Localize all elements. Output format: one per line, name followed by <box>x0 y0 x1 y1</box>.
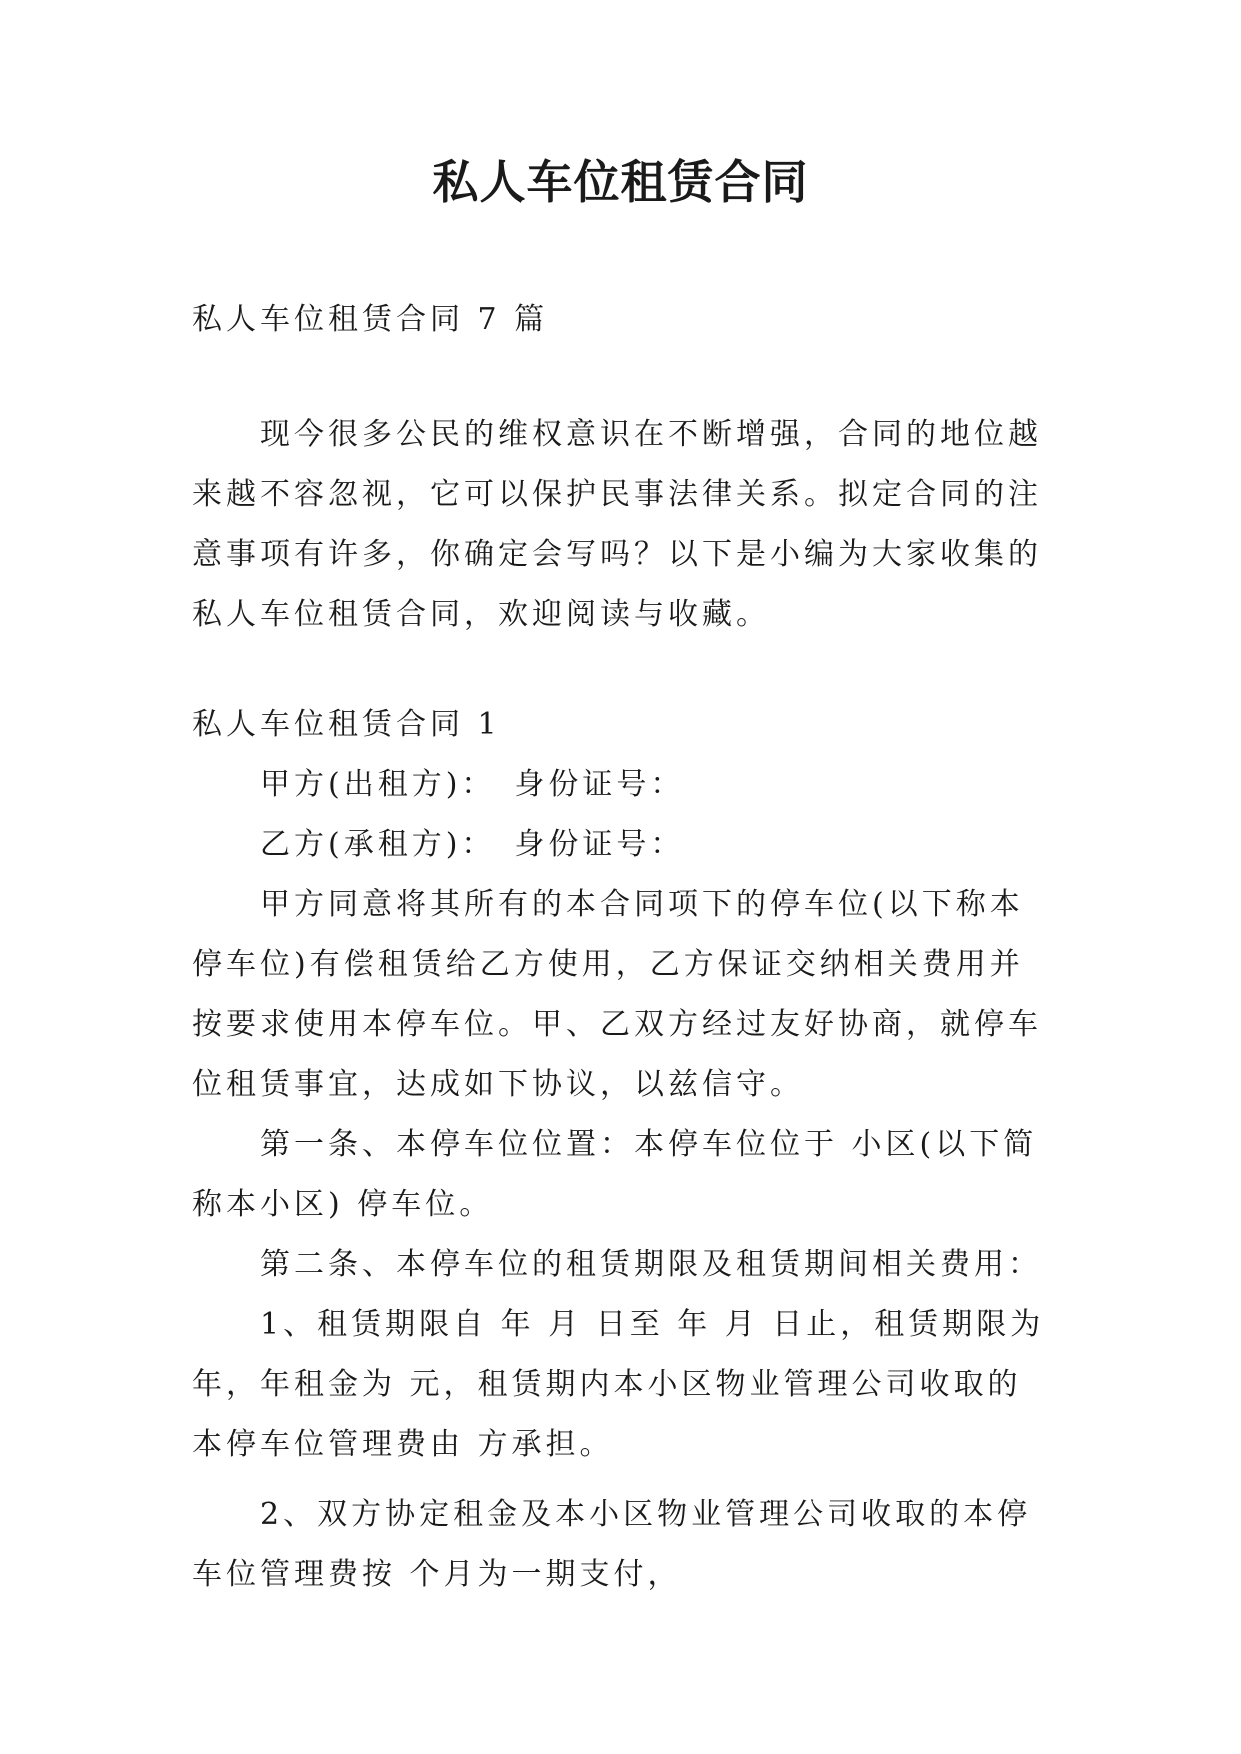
intro-paragraph: 现今很多公民的维权意识在不断增强，合同的地位越来越不容忽视，它可以保护民事法律关系。拟定合同的注意事项有许多，你确定会写吗？以下是小编为大家收集的私人车位租赁合同，欢迎阅读与收藏。 <box>192 417 1042 632</box>
party-a-line: 甲方(出租方)： 身份证号： <box>260 767 685 802</box>
clause-2-paragraph: 2、双方协定租金及本小区物业管理公司收取的本停车位管理费按 个月为一期支付， <box>192 1497 1032 1592</box>
contract-section <box>192 695 1052 1605</box>
document-subtitle: 私人车位租赁合同 7 篇 <box>192 302 549 337</box>
clause-1-paragraph: 1、租赁期限自 年 月 日至 年 月 日止，租赁期限为 年，年租金为 元，租赁期内本小区物业管理公司收取的本停车位管理费由 方承担。 <box>192 1307 1045 1462</box>
article-2-paragraph: 第二条、本停车位的租赁期限及租赁期间相关费用： <box>260 1247 1042 1282</box>
document-title: 私人车位租赁合同 <box>432 155 809 209</box>
party-b-line: 乙方(承租方)： 身份证号： <box>260 827 685 862</box>
article-1-paragraph: 第一条、本停车位位置：本停车位位于 小区(以下简称本小区) 停车位。 <box>192 1127 1038 1222</box>
contract-heading: 私人车位租赁合同 1 <box>192 707 501 742</box>
intro-section <box>192 405 1052 645</box>
agreement-paragraph: 甲方同意将其所有的本合同项下的停车位(以下称本停车位)有偿租赁给乙方使用，乙方保证交纳相关费用并按要求使用本停车位。甲、乙双方经过友好协商，就停车位租赁事宜，达成如下协议，以兹信守。 <box>192 887 1042 1102</box>
